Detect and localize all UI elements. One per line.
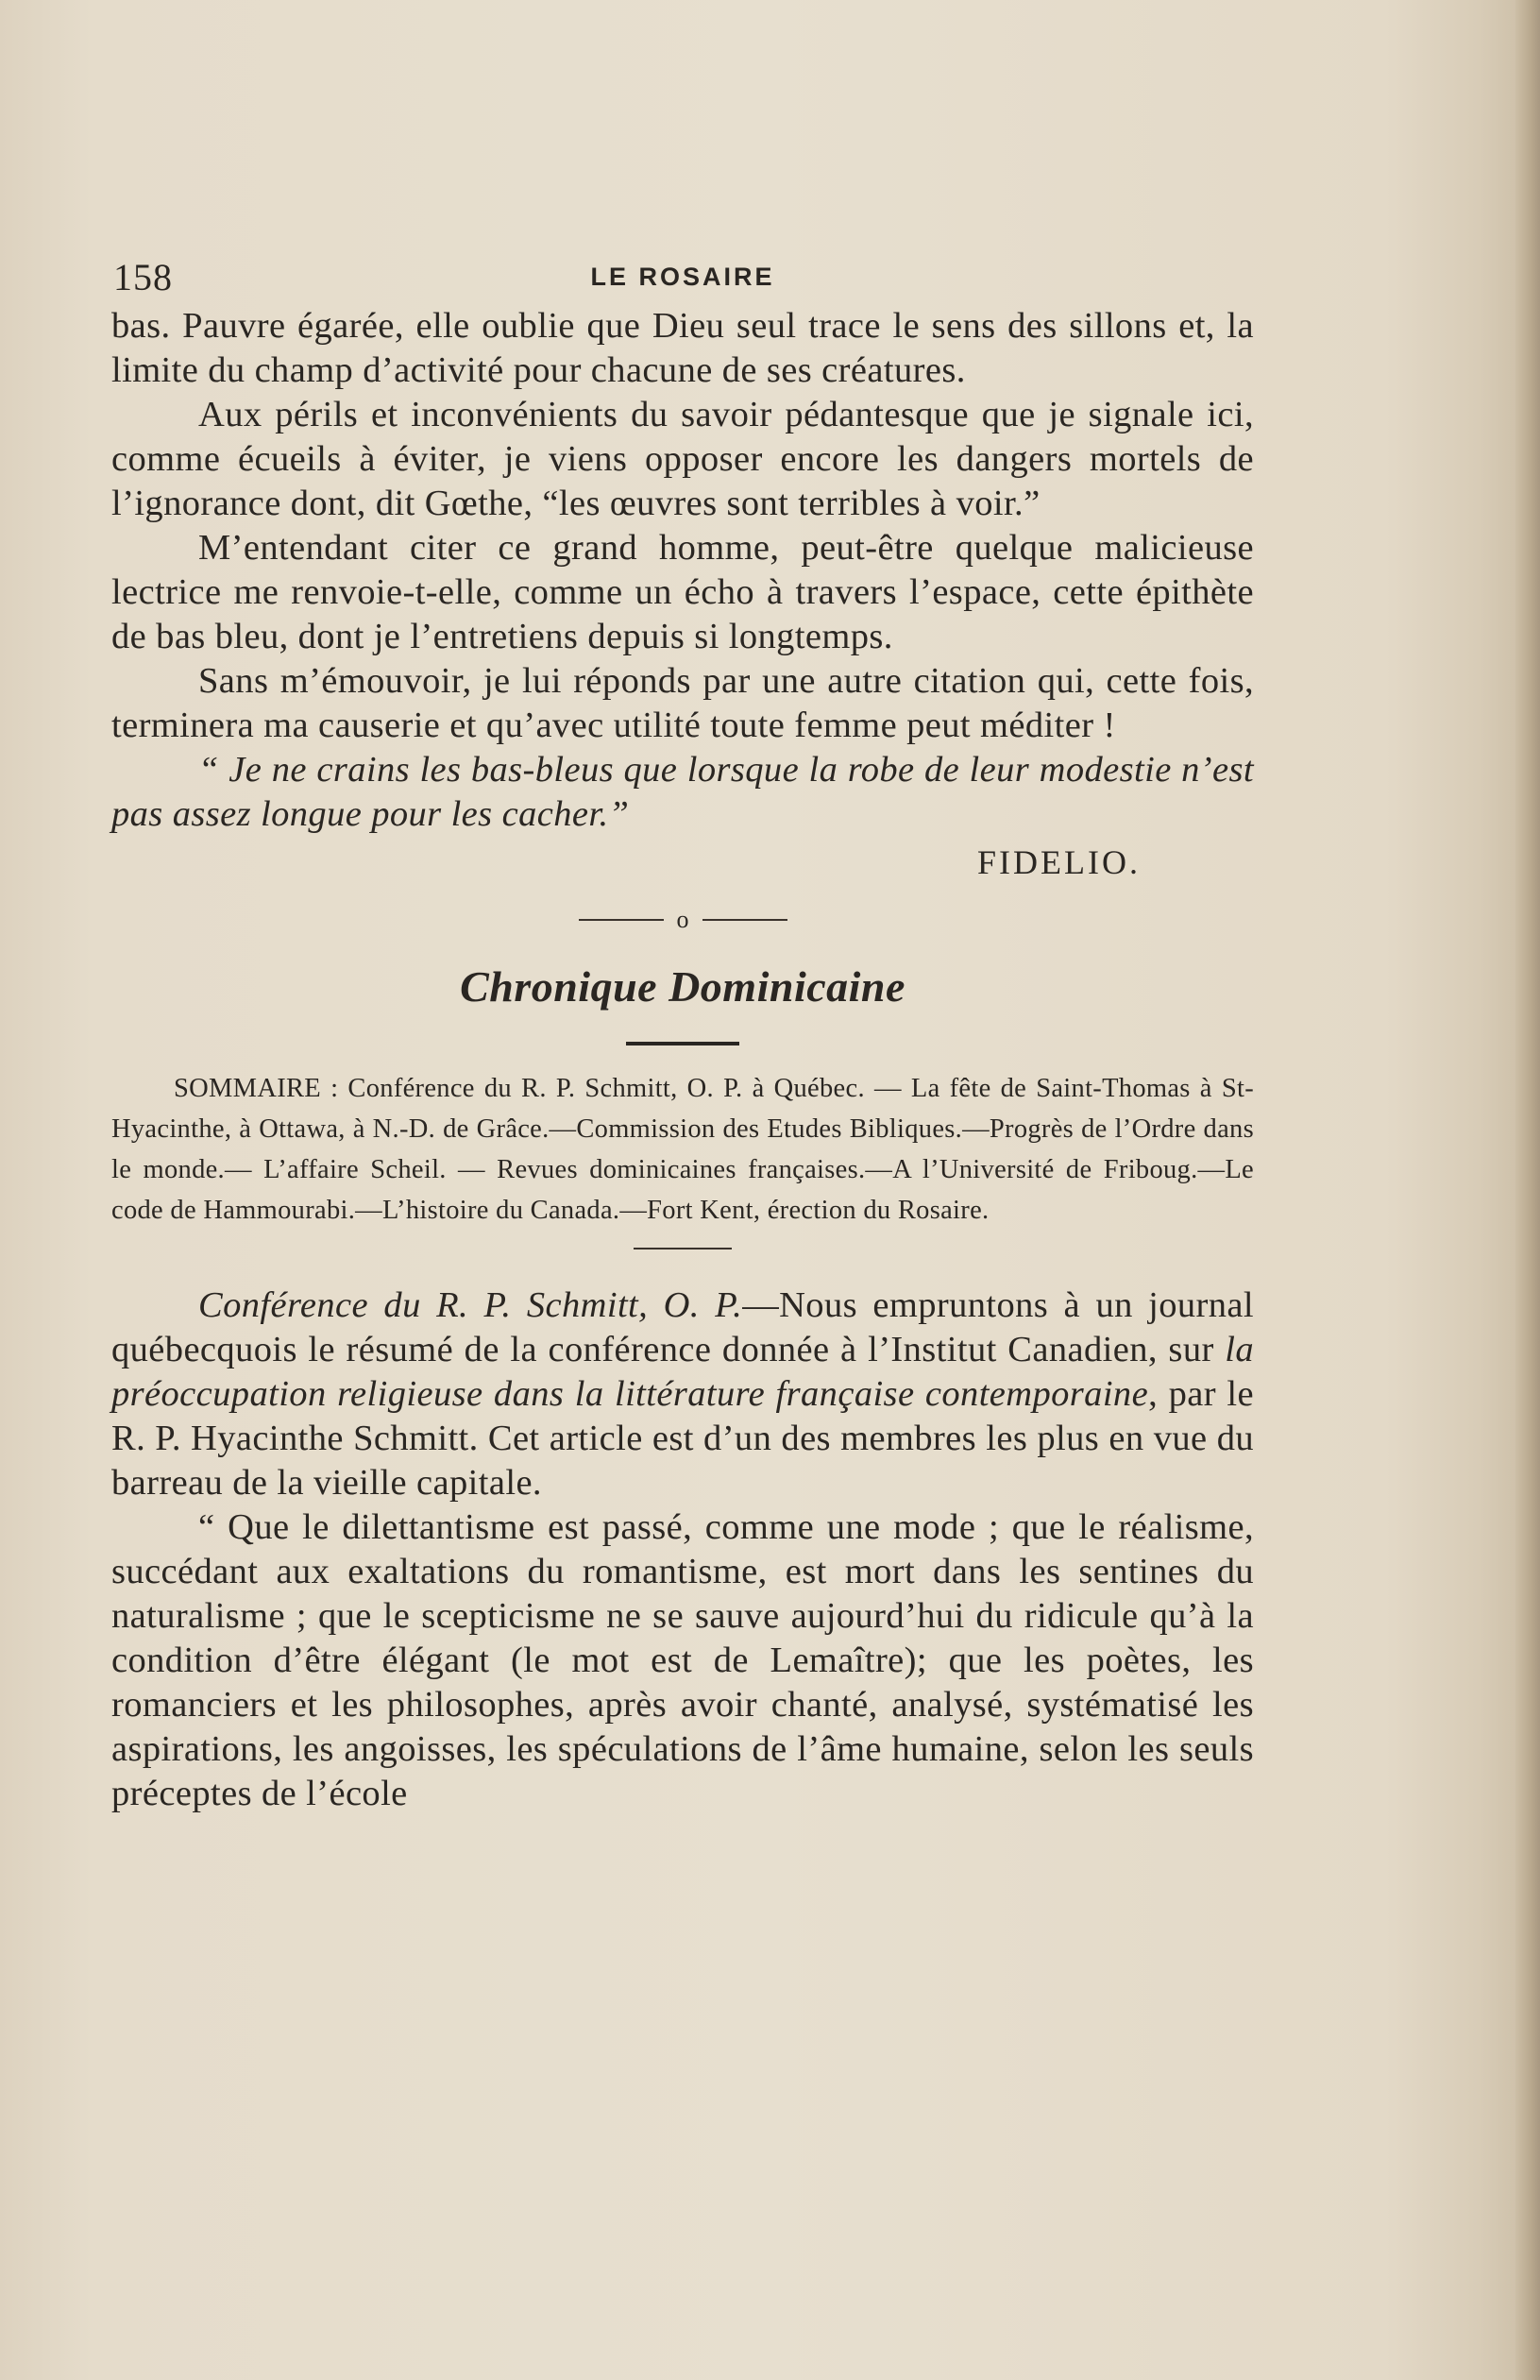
article-intro-text: —Nous empruntons à un journal québecquois le résumé de la conférence donnée à l’Institut Canadien, sur [111,1285,1255,1369]
title-rule [626,1042,739,1046]
page-content [111,247,1254,1816]
article-quote-paragraph: “ Que le dilettantisme est passé, comme une mode ; que le réalisme, succédant aux exaltations du romantisme, est mort dans les sentines du naturalisme ; que le scepticisme ne se sauve aujourd’hui du ridicule qu’à la condition d’être élégant (le mot est de Lemaître); que les poètes, les romanciers et les philosophes, après avoir chanté, analysé, systématisé les aspirations, les angoisses, les spéculations de l’âme humaine, selon les seuls préceptes de l’école [111,1507,1254,1813]
closing-quote: “ Je ne crains les bas-bleus que lorsque la robe de leur modestie n’est pas assez longue pour les cacher.” [111,750,1254,834]
running-title: LE ROSAIRE [590,263,775,291]
summary-rule [634,1248,732,1250]
article-topic: la préoccupation religieuse dans la littérature française contemporaine [111,1330,1254,1414]
page-number: 158 [113,256,173,298]
divider-rule-right [702,919,787,921]
article-intro [111,1284,1254,1505]
page-edge [1515,0,1540,2380]
section-title: Chronique Dominicaine [460,962,905,1011]
page-header [111,247,1254,304]
paragraph-bas-bleu: M’entendant citer ce grand homme, peut-être quelque malicieuse lectrice me renvoie-t-elle, comme un écho à travers l’espace, cette épithète de bas bleu, dont je l’entretiens depuis si longtemps. [111,528,1254,656]
paragraph-continuation: bas. Pauvre égarée, elle oublie que Dieu seul trace le sens des sillons et, la limite du champ d’activité pour chacune de ses créatures. [111,306,1254,390]
section-divider [111,906,1254,934]
paragraph-perils: Aux périls et inconvénients du savoir pédantesque que je signale ici, comme écueils à éviter, je viens opposer encore les dangers mortels de l’ignorance dont, dit Gœthe, “les œuvres sont terribles à voir.” [111,395,1254,523]
divider-rule-left [579,919,664,921]
paragraph-citation: Sans m’émouvoir, je lui réponds par une autre citation qui, cette fois, terminera ma causerie et qu’avec utilité toute femme peut méditer ! [111,661,1254,745]
signature: FIDELIO. [977,843,1141,881]
article-after-topic: , par le R. P. Hyacinthe Schmitt. Cet article est d’un des membres les plus en vue du barreau de la vieille capitale. [111,1374,1254,1503]
summary: SOMMAIRE : Conférence du R. P. Schmitt, O. P. à Québec. — La fête de Saint-Thomas à St-Hyacinthe, à Ottawa, à N.-D. de Grâce.—Commission des Etudes Bibliques.—Progrès de l’Ordre dans le monde.— L’affaire Scheil. — Revues dominicaines françaises.—A l’Université de Friboug.—Le code de Hammourabi.—L’histoire du Canada.—Fort Kent, érection du Rosaire. [111,1074,1254,1225]
article-heading: Conférence du R. P. Schmitt, O. P. [198,1285,743,1325]
divider-mark: o [676,906,689,933]
